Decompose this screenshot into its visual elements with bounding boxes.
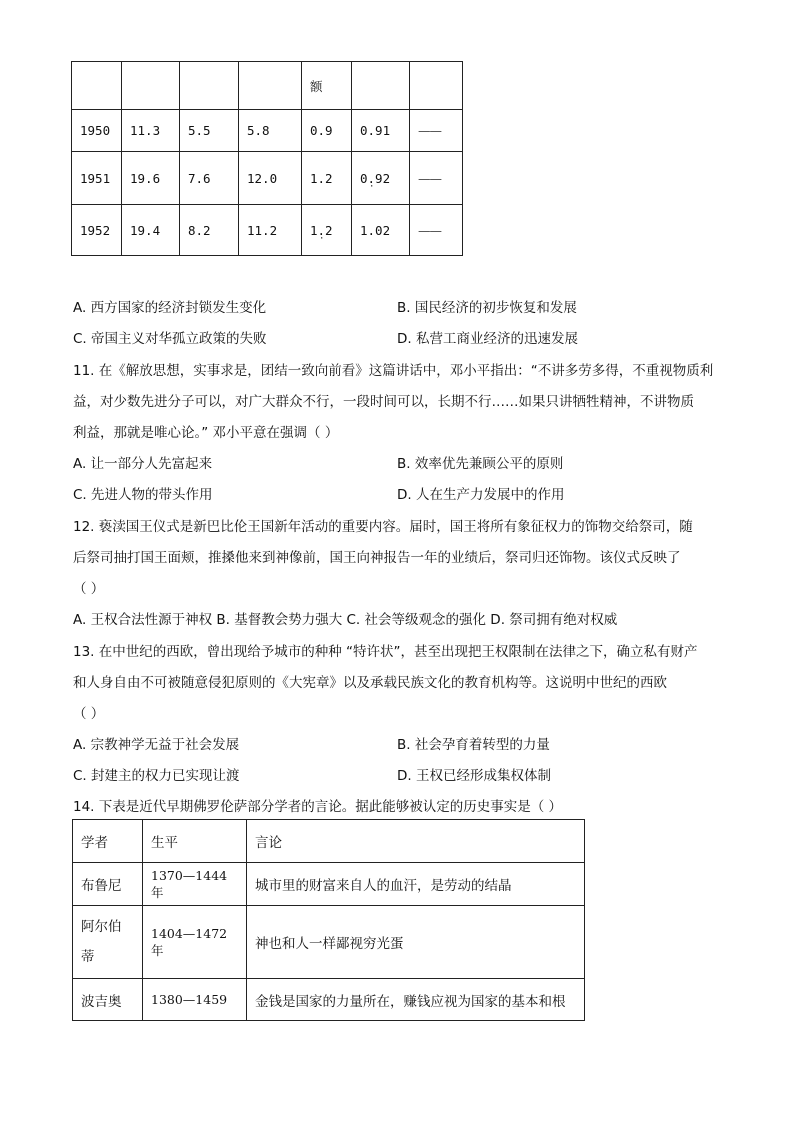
value-cell: 12.0 — [239, 152, 302, 205]
value-cell: —— — [410, 110, 463, 152]
q13-stem-line: 13. 在中世纪的西欧，曾出现给予城市的种种 “特许状”，甚至出现把王权限制在法律之下，确立私有财产 — [73, 644, 698, 660]
q11-stem-line: 益，对少数先进分子可以，对广大群众不行，一段时间可以，长期不行……如果只讲牺牲精神，不讲物质 — [73, 394, 694, 410]
value-cell: 19.6 — [122, 152, 180, 205]
q13-stem-line: （ ） — [73, 706, 105, 722]
q11-stem-line: 11. 在《解放思想，实事求是，团结一致向前看》这篇讲话中，邓小平指出：“不讲多劳多得，不重视物质利 — [73, 363, 714, 379]
scholar-name: 布鲁尼 — [73, 863, 143, 906]
header-cell — [72, 62, 122, 110]
q11-stem-line: 利益，那就是唯心论。” 邓小平意在强调（ ） — [73, 425, 339, 441]
value-cell: 1.02 — [352, 205, 410, 256]
value-cell: 11.2 — [239, 205, 302, 256]
q14-stem: 14. 下表是近代早期佛罗伦萨部分学者的言论。据此能够被认定的历史事实是（ ） — [73, 799, 563, 815]
header-cell — [410, 62, 463, 110]
table-row — [72, 205, 463, 256]
value-cell — [302, 205, 352, 256]
scholar-table — [72, 819, 585, 1021]
scholar-speech: 神也和人一样鄙视穷光蛋 — [247, 906, 585, 979]
header-speech: 言论 — [247, 820, 585, 863]
q12-stem-line: 后祭司抽打国王面颊，推搡他来到神像前，国王向神报告一年的业绩后，祭司归还饰物。该仪式反映了 — [73, 550, 681, 566]
value-text: 0.92 · — [360, 171, 390, 186]
q10-option-b[interactable]: B. 国民经济的初步恢复和发展 — [397, 300, 577, 316]
header-cell: 额 — [302, 62, 352, 110]
year-cell: 1952 — [72, 205, 122, 256]
table-row — [73, 906, 585, 979]
header-scholar: 学者 — [73, 820, 143, 863]
value-cell: —— — [410, 152, 463, 205]
year-cell: 1950 — [72, 110, 122, 152]
scholar-name: 阿尔伯蒂 — [73, 906, 143, 979]
value-text: 1.2 · — [310, 223, 333, 238]
scholar-life: 1380—1459 — [143, 979, 247, 1021]
q12-options[interactable]: A. 王权合法性源于神权 B. 基督教会势力强大 C. 社会等级观念的强化 D. 祭司拥有绝对权威 — [73, 612, 618, 628]
table-header-row — [73, 820, 585, 863]
scholar-speech: 城市里的财富来自人的血汗，是劳动的结晶 — [247, 863, 585, 906]
q11-option-d[interactable]: D. 人在生产力发展中的作用 — [397, 487, 565, 503]
value-cell: 19.4 — [122, 205, 180, 256]
table-row — [73, 979, 585, 1021]
value-cell: 11.3 — [122, 110, 180, 152]
q10-option-d[interactable]: D. 私营工商业经济的迅速发展 — [397, 331, 578, 347]
scholar-name: 波吉奥 — [73, 979, 143, 1021]
q13-option-a[interactable]: A. 宗教神学无益于社会发展 — [73, 737, 240, 753]
value-cell: 1.2 — [302, 152, 352, 205]
q10-option-a[interactable]: A. 西方国家的经济封锁发生变化 — [73, 300, 267, 316]
value-cell: 5.5 — [180, 110, 239, 152]
table-row — [72, 110, 463, 152]
scholar-life: 1404—1472 年 — [143, 906, 247, 979]
q13-option-b[interactable]: B. 社会孕育着转型的力量 — [397, 737, 550, 753]
economy-data-table — [71, 61, 463, 256]
q13-stem-line: 和人身自由不可被随意侵犯原则的《大宪章》以及承载民族文化的教育机构等。这说明中世纪的西欧 — [73, 675, 667, 691]
q11-option-c[interactable]: C. 先进人物的带头作用 — [73, 487, 213, 503]
header-life: 生平 — [143, 820, 247, 863]
scholar-speech: 金钱是国家的力量所在，赚钱应视为国家的基本和根 — [247, 979, 585, 1021]
value-cell: —— — [410, 205, 463, 256]
scholar-life: 1370—1444 年 — [143, 863, 247, 906]
q13-option-d[interactable]: D. 王权已经形成集权体制 — [397, 768, 551, 784]
header-cell — [180, 62, 239, 110]
q11-option-a[interactable]: A. 让一部分人先富起来 — [73, 456, 213, 472]
q13-option-c[interactable]: C. 封建主的权力已实现让渡 — [73, 768, 240, 784]
header-cell — [352, 62, 410, 110]
table-row — [73, 863, 585, 906]
value-cell: 0.91 — [352, 110, 410, 152]
value-cell: 0.9 — [302, 110, 352, 152]
q12-stem-line: 12. 亵渎国王仪式是新巴比伦王国新年活动的重要内容。届时，国王将所有象征权力的饰物交给祭司，随 — [73, 519, 693, 535]
value-cell — [352, 152, 410, 205]
q10-option-c[interactable]: C. 帝国主义对华孤立政策的失败 — [73, 331, 267, 347]
value-cell: 7.6 — [180, 152, 239, 205]
value-cell: 5.8 — [239, 110, 302, 152]
value-cell: 8.2 — [180, 205, 239, 256]
table-row — [72, 152, 463, 205]
q12-stem-line: （ ） — [73, 581, 105, 597]
q11-option-b[interactable]: B. 效率优先兼顾公平的原则 — [397, 456, 564, 472]
year-cell: 1951 — [72, 152, 122, 205]
header-cell — [122, 62, 180, 110]
table-header-row — [72, 62, 463, 110]
header-cell — [239, 62, 302, 110]
